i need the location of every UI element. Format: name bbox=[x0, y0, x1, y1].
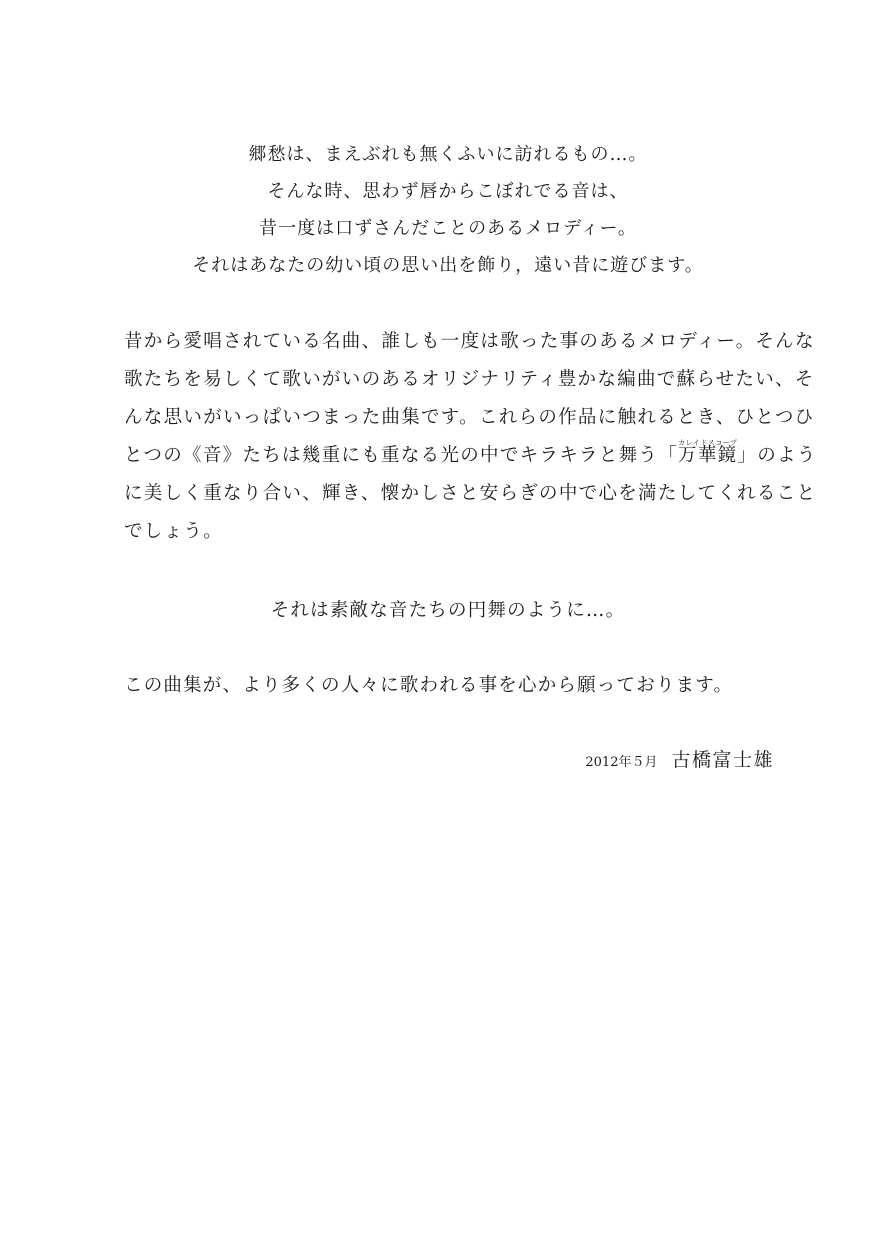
paragraph-line-with-ruby bbox=[124, 437, 817, 475]
centered-line: それは素敵な音たちの円舞のように…。 bbox=[270, 600, 626, 621]
signature-date: 2012年５月 bbox=[585, 755, 658, 770]
paragraph-line: んな思いがいっぱいつまった曲集です。これらの作品に触れるとき、ひとつひ bbox=[124, 407, 815, 428]
poem-line: それはあなたの幼い頃の思い出を飾り，遠い昔に遊びます。 bbox=[192, 255, 704, 276]
closing-line: この曲集が、より多くの人々に歌われる事を心から願っております。 bbox=[124, 675, 734, 696]
poem-line: そんな時、思わず唇からこぼれでる音は、 bbox=[267, 181, 629, 202]
signature-name: 古橋富士雄 bbox=[671, 749, 774, 771]
ruby-annotation: カレイドスコープ bbox=[678, 439, 738, 447]
paragraph-line: 昔から愛唱されている名曲、誰しも一度は歌った事のあるメロディー。そんな bbox=[124, 331, 815, 352]
poem-line: 昔一度は口ずさんだことのあるメロディー。 bbox=[259, 218, 637, 239]
paragraph-line: 歌たちを易しくて歌いがいのあるオリジナリティ豊かな編曲で蘇らせたい、そ bbox=[124, 369, 815, 390]
paragraph-text: 」のよう bbox=[737, 445, 817, 466]
poem-line: 郷愁は、まえぶれも無くふいに訪れるもの…。 bbox=[248, 144, 648, 165]
paragraph-line: に美しく重なり合い、輝き、懐かしさと安らぎの中で心を満たしてくれること bbox=[124, 483, 817, 504]
body-paragraph bbox=[124, 323, 817, 551]
paragraph-text: とつの《音》たちは幾重にも重なる光の中でキラキラと舞う「 bbox=[124, 445, 679, 466]
ruby-base: 万華鏡 bbox=[678, 445, 738, 466]
opening-poem bbox=[0, 136, 896, 284]
kaleidoscope-ruby bbox=[678, 437, 737, 475]
signature bbox=[585, 742, 774, 781]
paragraph-line: でしょう。 bbox=[124, 521, 224, 542]
